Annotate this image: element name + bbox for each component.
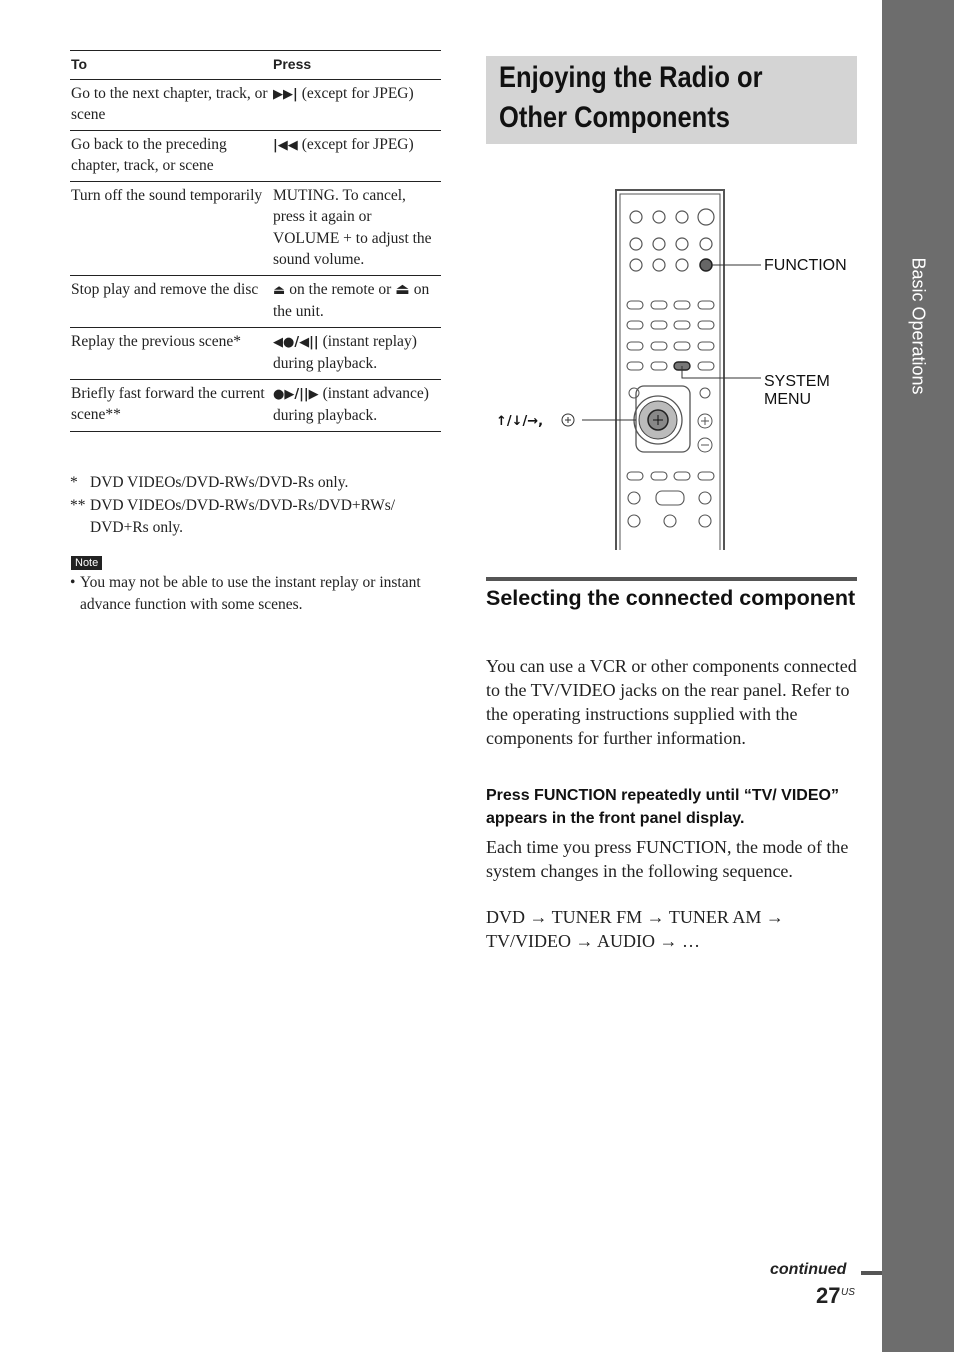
section-rule bbox=[486, 577, 857, 581]
table-cell-press: ◀●/◀|| (instant replay) during playback. bbox=[272, 327, 441, 379]
page-number-suffix: US bbox=[841, 1287, 855, 1298]
table-cell-to: Go back to the preceding chapter, track, or scene bbox=[70, 130, 272, 181]
table-cell-press: ●▶/||▶ (instant advance) during playback. bbox=[272, 379, 441, 431]
table-row bbox=[70, 327, 441, 379]
section-title: Selecting the connected component bbox=[486, 586, 856, 610]
page-title: Enjoying the Radio or Other Components bbox=[499, 61, 763, 134]
table-cell-press: MUTING. To cancel, press it again or VOLUME + to adjust the sound volume. bbox=[272, 181, 441, 275]
table-row bbox=[70, 130, 441, 181]
table-cell-press: ⏏ on the remote or ⏏ on the unit. bbox=[272, 275, 441, 327]
table-row bbox=[70, 181, 441, 275]
table-cell-to: Briefly fast forward the current scene** bbox=[70, 379, 272, 431]
sidebar-tab bbox=[882, 0, 954, 1352]
table-header-to: To bbox=[70, 51, 272, 80]
table-cell-press: |◀◀ (except for JPEG) bbox=[272, 130, 441, 181]
next-icon: ▶▶| bbox=[273, 86, 298, 102]
menu-label: MENU bbox=[764, 391, 812, 408]
table-cell-to: Replay the previous scene* bbox=[70, 327, 272, 379]
section-intro: You can use a VCR or other components connected to the TV/VIDEO jacks on the rear panel. Refer to the operating instructions supplied with the components for further information. bbox=[486, 656, 857, 748]
function-label: FUNCTION bbox=[764, 257, 847, 274]
function-sequence: DVD → TUNER FM → TUNER AM → TV/VIDEO → AUDIO → … bbox=[486, 907, 784, 951]
table-cell-to: Turn off the sound temporarily bbox=[70, 181, 272, 275]
table-row bbox=[70, 79, 441, 130]
continued-bar bbox=[861, 1271, 882, 1275]
function-button bbox=[700, 259, 712, 271]
remote-control-illustration bbox=[486, 180, 857, 550]
eject-icon: ⏏ bbox=[273, 282, 286, 298]
system-label: SYSTEM bbox=[764, 373, 830, 390]
previous-icon: |◀◀ bbox=[273, 137, 298, 153]
continued-label: continued bbox=[770, 1261, 847, 1278]
step-body: Each time you press FUNCTION, the mode of the system changes in the following sequence. bbox=[486, 837, 849, 881]
arrow-keys-label: ↑/↓/→, bbox=[496, 414, 544, 429]
table-header-press: Press bbox=[272, 51, 441, 80]
operations-table bbox=[70, 50, 441, 432]
note-badge: Note bbox=[71, 556, 102, 570]
table-cell-press: ▶▶| (except for JPEG) bbox=[272, 79, 441, 130]
table-cell-to: Go to the next chapter, track, or scene bbox=[70, 79, 272, 130]
instant-replay-icon: ◀●/◀|| bbox=[273, 334, 319, 350]
footnote: * DVD VIDEOs/DVD-RWs/DVD-Rs only. bbox=[70, 474, 349, 491]
note-text: • You may not be able to use the instant replay or instant advance function with some scenes. bbox=[70, 574, 421, 613]
page-number: 27 bbox=[816, 1283, 841, 1308]
instant-advance-icon: ●▶/||▶ bbox=[273, 386, 319, 402]
sidebar-section-title: Basic Operations bbox=[908, 257, 929, 395]
footnote: ** DVD VIDEOs/DVD-RWs/DVD-Rs/DVD+RWs/ DVD+Rs only. bbox=[70, 497, 396, 536]
step-instruction: Press FUNCTION repeatedly until “TV/ VIDEO” appears in the front panel display. bbox=[486, 787, 839, 827]
table-row bbox=[70, 275, 441, 327]
table-cell-to: Stop play and remove the disc bbox=[70, 275, 272, 327]
table-row bbox=[70, 379, 441, 431]
